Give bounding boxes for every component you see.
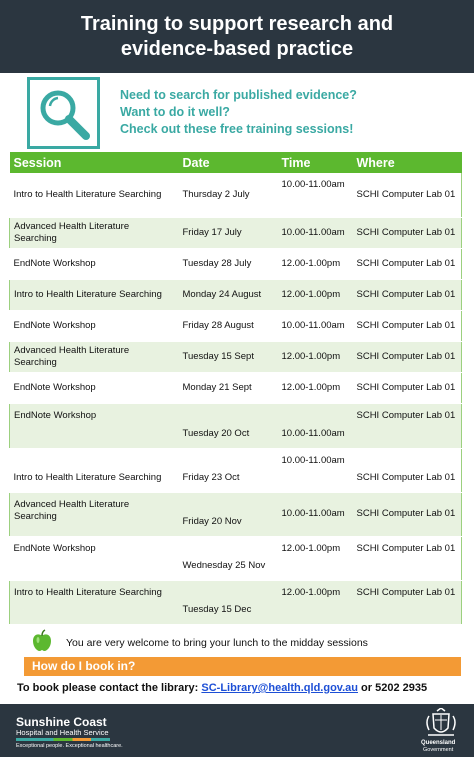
cell-time: 12.00-1.00pm xyxy=(278,248,353,279)
title-line-1: Training to support research and xyxy=(80,12,394,35)
cell-session: EndNote Workshop xyxy=(10,248,179,279)
page-footer xyxy=(0,704,474,757)
cell-session: Advanced Health Literature Searching xyxy=(10,492,179,536)
org-tagline: Exceptional people. Exceptional healthcare. xyxy=(16,743,123,749)
cell-where: SCHI Computer Lab 01 xyxy=(353,448,462,492)
cell-where: SCHI Computer Lab 01 xyxy=(353,492,462,536)
cell-session: EndNote Workshop xyxy=(10,403,179,448)
cell-time: 10.00-11.00am xyxy=(278,448,353,492)
cell-session: Intro to Health Literature Searching xyxy=(10,448,179,492)
cell-session: Advanced Health Literature Searching xyxy=(10,217,179,248)
cell-time: 10.00-11.00am xyxy=(278,492,353,536)
cell-where: SCHI Computer Lab 01 xyxy=(353,248,462,279)
cell-date: Tuesday 20 Oct xyxy=(179,403,278,448)
cell-time: 12.00-1.00pm xyxy=(278,279,353,310)
table-row xyxy=(10,536,462,580)
cell-where: SCHI Computer Lab 01 xyxy=(353,173,462,217)
cell-date: Friday 17 July xyxy=(179,217,278,248)
cell-date: Friday 23 Oct xyxy=(179,448,278,492)
cell-session: Intro to Health Literature Searching xyxy=(10,173,179,217)
header-time: Time xyxy=(278,152,353,173)
intro-text xyxy=(120,87,357,138)
cell-time: 12.00-1.00pm xyxy=(278,372,353,403)
cell-date: Thursday 2 July xyxy=(179,173,278,217)
intro-section xyxy=(0,73,474,153)
header-where: Where xyxy=(353,152,462,173)
cell-date: Tuesday 15 Dec xyxy=(179,580,278,624)
cell-session: EndNote Workshop xyxy=(10,536,179,580)
magnifying-glass-icon xyxy=(36,86,94,144)
brand-stripe xyxy=(16,738,110,741)
library-email-link[interactable]: SC-Library@health.qld.gov.au xyxy=(201,682,358,694)
queensland-crest-icon xyxy=(420,708,462,740)
cell-date: Wednesday 25 Nov xyxy=(179,536,278,580)
table-row xyxy=(10,448,462,492)
booking-contact xyxy=(17,682,427,694)
table-header-row xyxy=(10,152,462,173)
table-row xyxy=(10,341,462,372)
table-row xyxy=(10,492,462,536)
contact-prefix: To book please contact the library: xyxy=(17,682,202,694)
table-row xyxy=(10,173,462,217)
cell-time: 10.00-11.00am xyxy=(278,217,353,248)
cell-time: 12.00-1.00pm xyxy=(278,536,353,580)
cell-where: SCHI Computer Lab 01 xyxy=(353,403,462,448)
cell-time: 10.00-11.00am xyxy=(278,173,353,217)
intro-line-3: Check out these free training sessions! xyxy=(120,122,354,136)
cell-where: SCHI Computer Lab 01 xyxy=(353,580,462,624)
table-row xyxy=(10,580,462,624)
contact-suffix: or 5202 2935 xyxy=(358,682,428,694)
cell-date: Friday 20 Nov xyxy=(179,492,278,536)
title-line-2: evidence-based practice xyxy=(120,37,354,60)
cell-date: Tuesday 15 Sept xyxy=(179,341,278,372)
cell-where: SCHI Computer Lab 01 xyxy=(353,279,462,310)
table-row xyxy=(10,403,462,448)
cell-where: SCHI Computer Lab 01 xyxy=(353,372,462,403)
cell-time: 10.00-11.00am xyxy=(278,403,353,448)
lunch-note xyxy=(30,627,460,657)
cell-session: Intro to Health Literature Searching xyxy=(10,580,179,624)
cell-where: SCHI Computer Lab 01 xyxy=(353,341,462,372)
cell-where: SCHI Computer Lab 01 xyxy=(353,217,462,248)
cell-time: 12.00-1.00pm xyxy=(278,341,353,372)
cell-time: 10.00-11.00am xyxy=(278,310,353,341)
gov-name: Queensland xyxy=(421,740,456,746)
training-schedule-table xyxy=(9,152,462,625)
table-row xyxy=(10,372,462,403)
lunch-text: You are very welcome to bring your lunch to the midday sessions xyxy=(66,637,368,649)
org-subname: Hospital and Health Service xyxy=(16,728,109,737)
cell-session: Intro to Health Literature Searching xyxy=(10,279,179,310)
apple-icon xyxy=(30,629,54,653)
cell-session: Advanced Health Literature Searching xyxy=(10,341,179,372)
cell-session: EndNote Workshop xyxy=(10,310,179,341)
intro-line-1: Need to search for published evidence? xyxy=(120,88,357,102)
booking-heading: How do I book in? xyxy=(24,657,461,676)
cell-date: Monday 21 Sept xyxy=(179,372,278,403)
table-row xyxy=(10,279,462,310)
cell-where: SCHI Computer Lab 01 xyxy=(353,310,462,341)
cell-date: Tuesday 28 July xyxy=(179,248,278,279)
intro-line-2: Want to do it well? xyxy=(120,105,230,119)
cell-session: EndNote Workshop xyxy=(10,372,179,403)
cell-where: SCHI Computer Lab 01 xyxy=(353,536,462,580)
table-row xyxy=(10,248,462,279)
search-icon-box xyxy=(27,77,100,149)
gov-subname: Government xyxy=(423,747,454,753)
cell-date: Friday 28 August xyxy=(179,310,278,341)
header-session: Session xyxy=(10,152,179,173)
org-name: Sunshine Coast xyxy=(16,715,107,729)
page-header xyxy=(0,0,474,73)
table-row xyxy=(10,310,462,341)
cell-date: Monday 24 August xyxy=(179,279,278,310)
header-date: Date xyxy=(179,152,278,173)
cell-time: 12.00-1.00pm xyxy=(278,580,353,624)
table-row xyxy=(10,217,462,248)
